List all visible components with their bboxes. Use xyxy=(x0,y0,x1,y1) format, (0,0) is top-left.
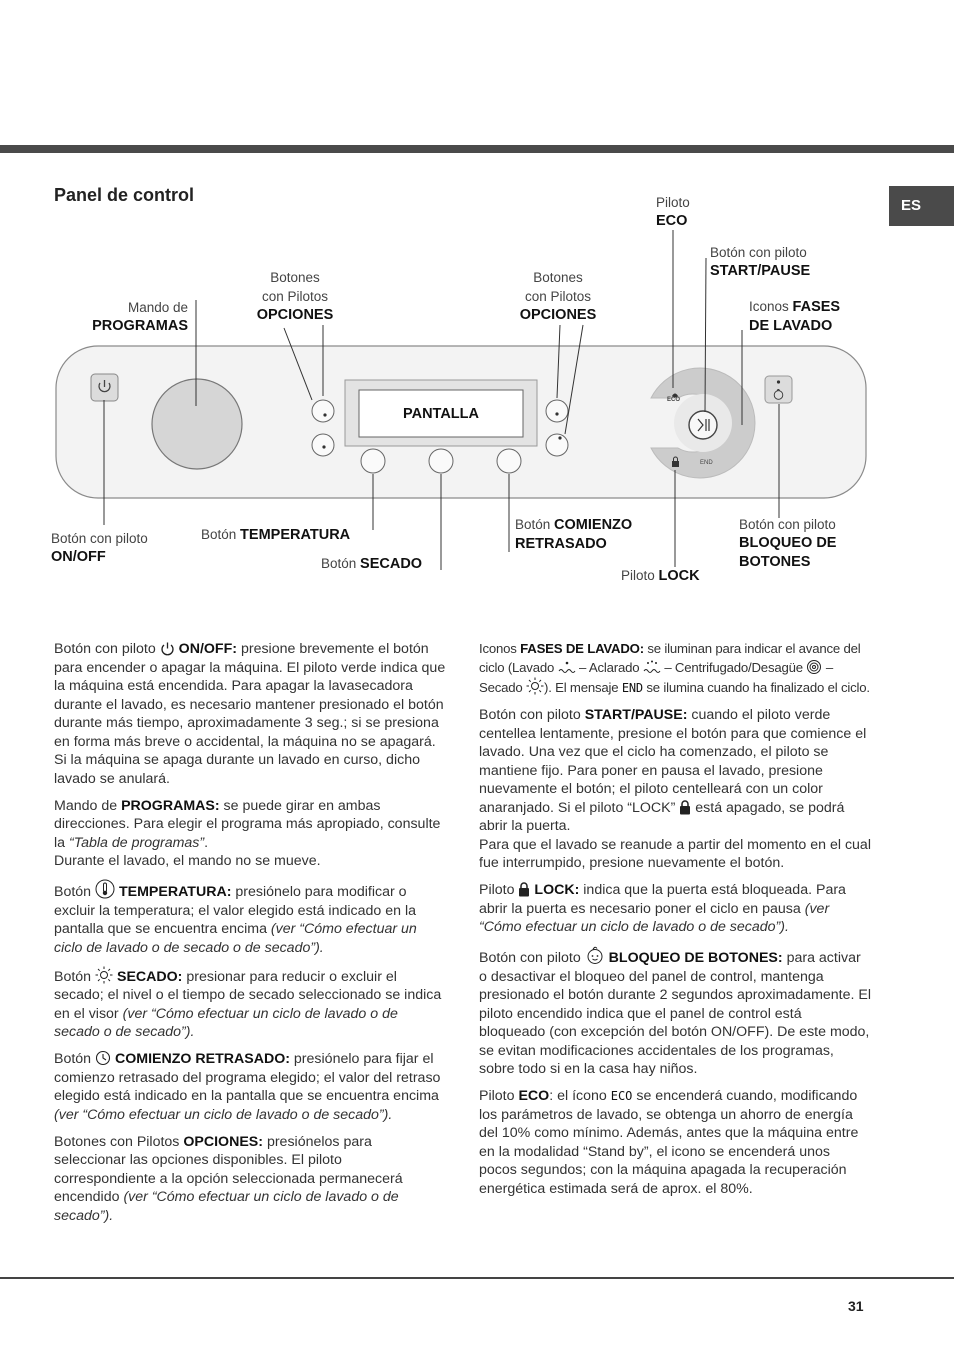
wash-icon xyxy=(558,659,576,675)
section-title: Panel de control xyxy=(54,185,195,205)
child-lock-icon xyxy=(585,945,605,965)
label-options-right: Botones con Pilotos OPCIONES xyxy=(519,270,597,323)
para-fases: Iconos FASES DE LAVADO: se iluminan para indicar el avance del ciclo (Lavado – Aclarado – Centrifugado/Desagüe – Secado ). El mensaje END se ilumina cuando ha finalizado el ciclo. xyxy=(479,641,870,695)
thermometer-icon xyxy=(95,879,115,899)
left-column xyxy=(54,640,446,1234)
para-comienzo: Botón COMIENZO RETRASADO: presiónelo para fijar el comienzo retrasado del programa elegido; el valor del retraso elegido está indicado en la pantalla que se encuentra encima (ver “Cómo efectuar un ciclo de lavado o de secado”). xyxy=(54,1051,441,1123)
end-word: END xyxy=(621,681,643,695)
label-delay-start: Botón COMIENZO RETRASADO xyxy=(515,517,633,552)
dry-button-shape xyxy=(429,449,453,473)
end-small-text: END xyxy=(700,460,713,466)
power-icon xyxy=(160,641,175,656)
para-onoff: Botón con piloto ON/OFF: presione brevemente el botón para encender o apagar la máquina. El piloto verde indica que la máquina está encendida. Para apagar la lavasecadora durante el lavado, es necesario mantener presionado el botón durante más tiempo, aproximadamente 3 seg.; si se presiona en forma más breve o accidental, la máquina no se apagará. Si la máquina se apaga durante un lavado en curso, dicho lavado se anulará. xyxy=(54,641,446,787)
page-number: 31 xyxy=(848,1298,864,1314)
delay-start-button-shape xyxy=(497,449,521,473)
para-programas: Mando de PROGRAMAS: se puede girar en ambas direcciones. Para elegir el programa más apropiado, consulte la “Tabla de programas”. Durante el lavado, el mando no se mueve. xyxy=(54,797,441,869)
temperature-button-shape xyxy=(361,449,385,473)
para-opciones: Botones con Pilotos OPCIONES: presiónelos para seleccionar las opciones disponibles. El piloto correspondiente a la opción seleccionada permanecerá encendido (ver “Cómo efectuar un ciclo de lavado o de secado”). xyxy=(54,1133,403,1224)
clock-icon xyxy=(95,1050,111,1066)
label-start-pause: Botón con piloto START/PAUSE xyxy=(710,245,811,279)
para-start: Botón con piloto START/PAUSE: cuando el piloto verde centellea lentamente, presione el botón para que comience el lavado. Una vez que el ciclo ha comenzado, el piloto se mantiene fijo. Para poner en pausa el lavado, presione nuevamente el botón; el piloto centelleará con un color anaranjado. Si el piloto “LOCK” está apagado, se podrá abrir la puerta. Para que el lavado se reanude a partir del momento en el cual fue interrumpido, presione nuevamente el botón. xyxy=(479,707,871,871)
sun-icon xyxy=(95,966,113,984)
label-display: PANTALLA xyxy=(403,406,479,422)
option-button-left-1 xyxy=(312,400,334,422)
language-tab: ES xyxy=(889,186,954,226)
rinse-icon xyxy=(643,659,661,675)
para-bloqueo: Botón con piloto BLOQUEO DE BOTONES: para activar o desactivar el bloqueo del panel de control, mantenga presionado el botón durante 2 segundos aproximadamente. El piloto encendido indica que el panel de control está bloqueado (con excepción del botón ON/OFF). De este modo, se evitan modificaciones accidentales de los programas, sobre todo si en la casa hay niños. xyxy=(479,945,871,1079)
program-knob xyxy=(152,379,242,469)
label-lock: Piloto LOCK xyxy=(621,568,700,584)
eco-small-text: ECO xyxy=(667,397,681,403)
para-lock: Piloto LOCK: indica que la puerta está bloqueada. Para abrir la puerta es necesario poner el ciclo en pausa (ver “Cómo efectuar un ciclo de lavado o de secado”). xyxy=(479,882,846,935)
para-eco: Piloto ECO: el ícono ECO se encenderá cuando, modificando los parámetros de lavado, se obtenga un ahorro de energía del 10% como mínimo. Además, antes que la máquina entre en la modalidad “Stand by”, el icono se encenderá unos pocos segundos; con la máquina apagada la recuperación energética estimada será de aprox. el 80%. xyxy=(479,1088,859,1197)
onoff-button-shape xyxy=(91,374,118,401)
label-temperature: Botón TEMPERATURA xyxy=(201,527,351,543)
label-phases: Iconos FASES DE LAVADO xyxy=(749,299,841,334)
label-onoff: Botón con piloto ON/OFF xyxy=(51,531,148,565)
eco-word: ECO xyxy=(610,1089,633,1103)
label-eco-pilot: Piloto ECO xyxy=(656,195,690,229)
footer-line xyxy=(0,1277,954,1279)
label-child-lock: Botón con piloto BLOQUEO DE BOTONES xyxy=(739,517,837,570)
label-dry: Botón SECADO xyxy=(321,556,423,572)
option-button-left-2 xyxy=(312,434,334,456)
option-button-right-1 xyxy=(546,400,568,422)
spin-icon xyxy=(806,659,822,675)
sun-icon xyxy=(526,677,544,695)
para-temperatura: Botón TEMPERATURA: presiónelo para modificar o excluir la temperatura; el valor elegido está indicado en la pantalla que se encuentra encima (ver “Cómo efectuar un ciclo de lavado o de secado o de secado”). xyxy=(54,879,446,957)
option-button-right-2 xyxy=(546,434,568,456)
label-program-knob: Mando de PROGRAMAS xyxy=(92,300,188,334)
label-options-left: Botones con Pilotos OPCIONES xyxy=(256,270,334,323)
lock-icon xyxy=(518,882,530,897)
lock-icon xyxy=(679,800,691,815)
right-column xyxy=(479,640,871,1207)
para-secado: Botón SECADO: presionar para reducir o excluir el secado; el nivel o el tiempo de secado seleccionado se indica en el visor (ver “Cómo efectuar un ciclo de lavado o de secado o de secado”). xyxy=(54,966,446,1042)
